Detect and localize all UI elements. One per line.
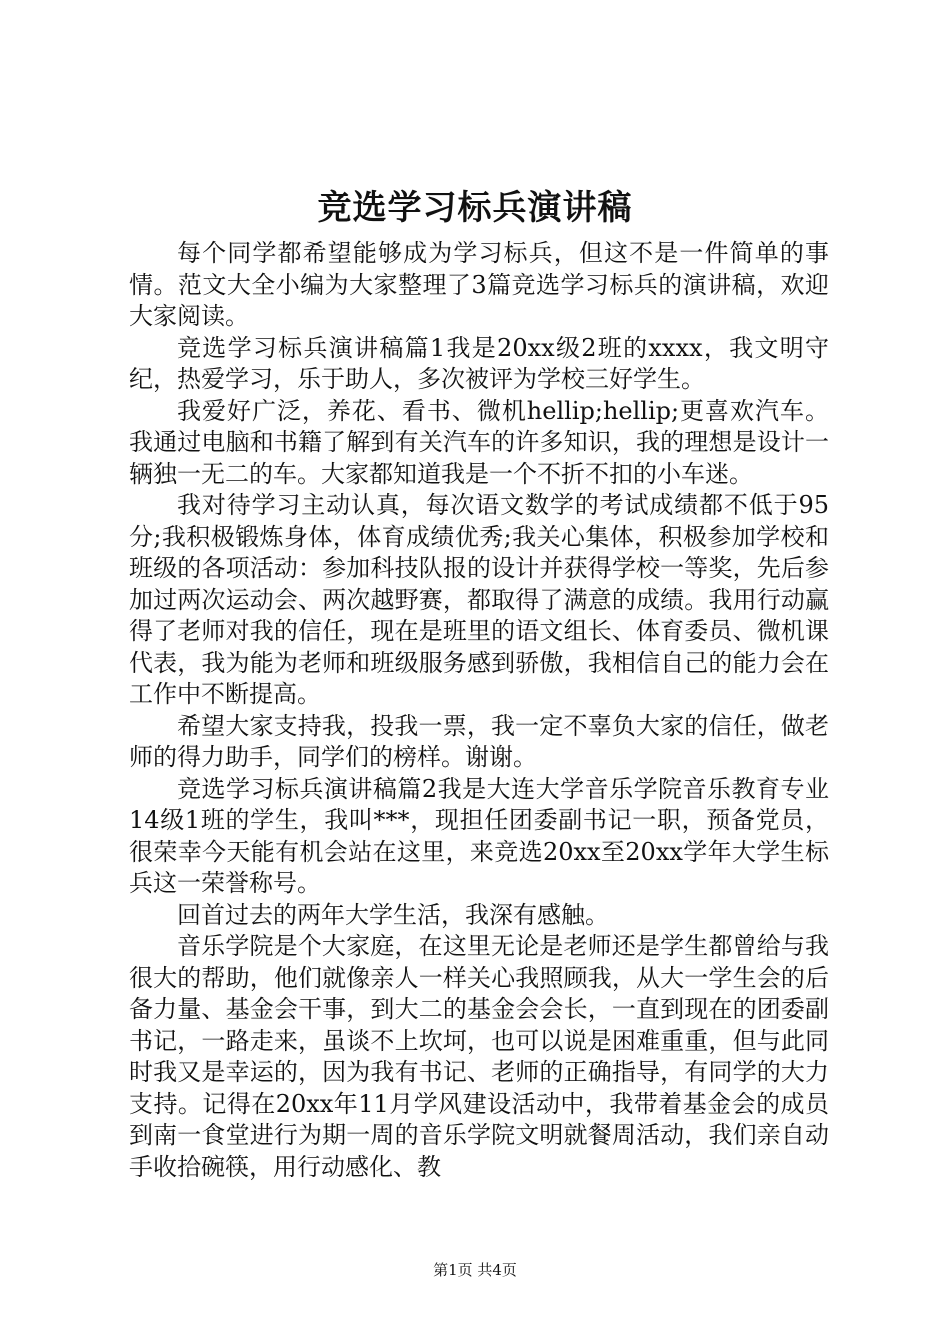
paragraph-7: 回首过去的两年大学生活，我深有感触。 — [177, 900, 609, 929]
document-body — [129, 238, 829, 1183]
paragraph-5: 希望大家支持我，投我一票，我一定不辜负大家的信任，做老师的得力助手，同学们的榜样。谢谢。 — [129, 711, 829, 771]
paragraph-1: 每个同学都希望能够成为学习标兵，但这不是一件简单的事情。范文大全小编为大家整理了3篇竞选学习标兵的演讲稿，欢迎大家阅读。 — [129, 239, 829, 330]
paragraph-6: 竞选学习标兵演讲稿篇2我是大连大学音乐学院音乐教育专业14级1班的学生，我叫***，现担任团委副书记一职，预备党员，很荣幸今天能有机会站在这里，来竞选20xx至20xx学年大学生标兵这一荣誉称号。 — [129, 774, 829, 897]
paragraph-3: 我爱好广泛，养花、看书、微机hellip;hellip;更喜欢汽车。我通过电脑和书籍了解到有关汽车的许多知识，我的理想是设计一辆独一无二的车。大家都知道我是一个不折不扣的小车迷。 — [129, 396, 829, 488]
paragraph-2: 竞选学习标兵演讲稿篇1我是20xx级2班的xxxx，我文明守纪，热爱学习，乐于助人，多次被评为学校三好学生。 — [129, 333, 829, 393]
page-footer: 第1页 共4页 — [433, 1261, 517, 1279]
paragraph-8: 音乐学院是个大家庭，在这里无论是老师还是学生都曾给与我很大的帮助，他们就像亲人一样关心我照顾我，从大一学生会的后备力量、基金会干事，到大二的基金会会长，一直到现在的团委副书记，一路走来，虽谈不上坎坷，也可以说是困难重重，但与此同时我又是幸运的，因为我有书记、老师的正确指导，有同学的大力支持。记得在20xx年11月学风建设活动中，我带着基金会的成员到南一食堂进行为期一周的音乐学院文明就餐周活动，我们亲自动手收拾碗筷，用行动感化、教 — [129, 932, 829, 1181]
document-title: 竞选学习标兵演讲稿 — [317, 188, 633, 228]
paragraph-4: 我对待学习主动认真，每次语文数学的考试成绩都不低于95分;我积极锻炼身体，体育成绩优秀;我关心集体，积极参加学校和班级的各项活动：参加科技队报的设计并获得学校一等奖，先后参加过两次运动会、两次越野赛，都取得了满意的成绩。我用行动赢得了老师对我的信任，现在是班里的语文组长、体育委员、微机课代表，我为能为老师和班级服务感到骄傲，我相信自己的能力会在工作中不断提高。 — [129, 491, 829, 708]
